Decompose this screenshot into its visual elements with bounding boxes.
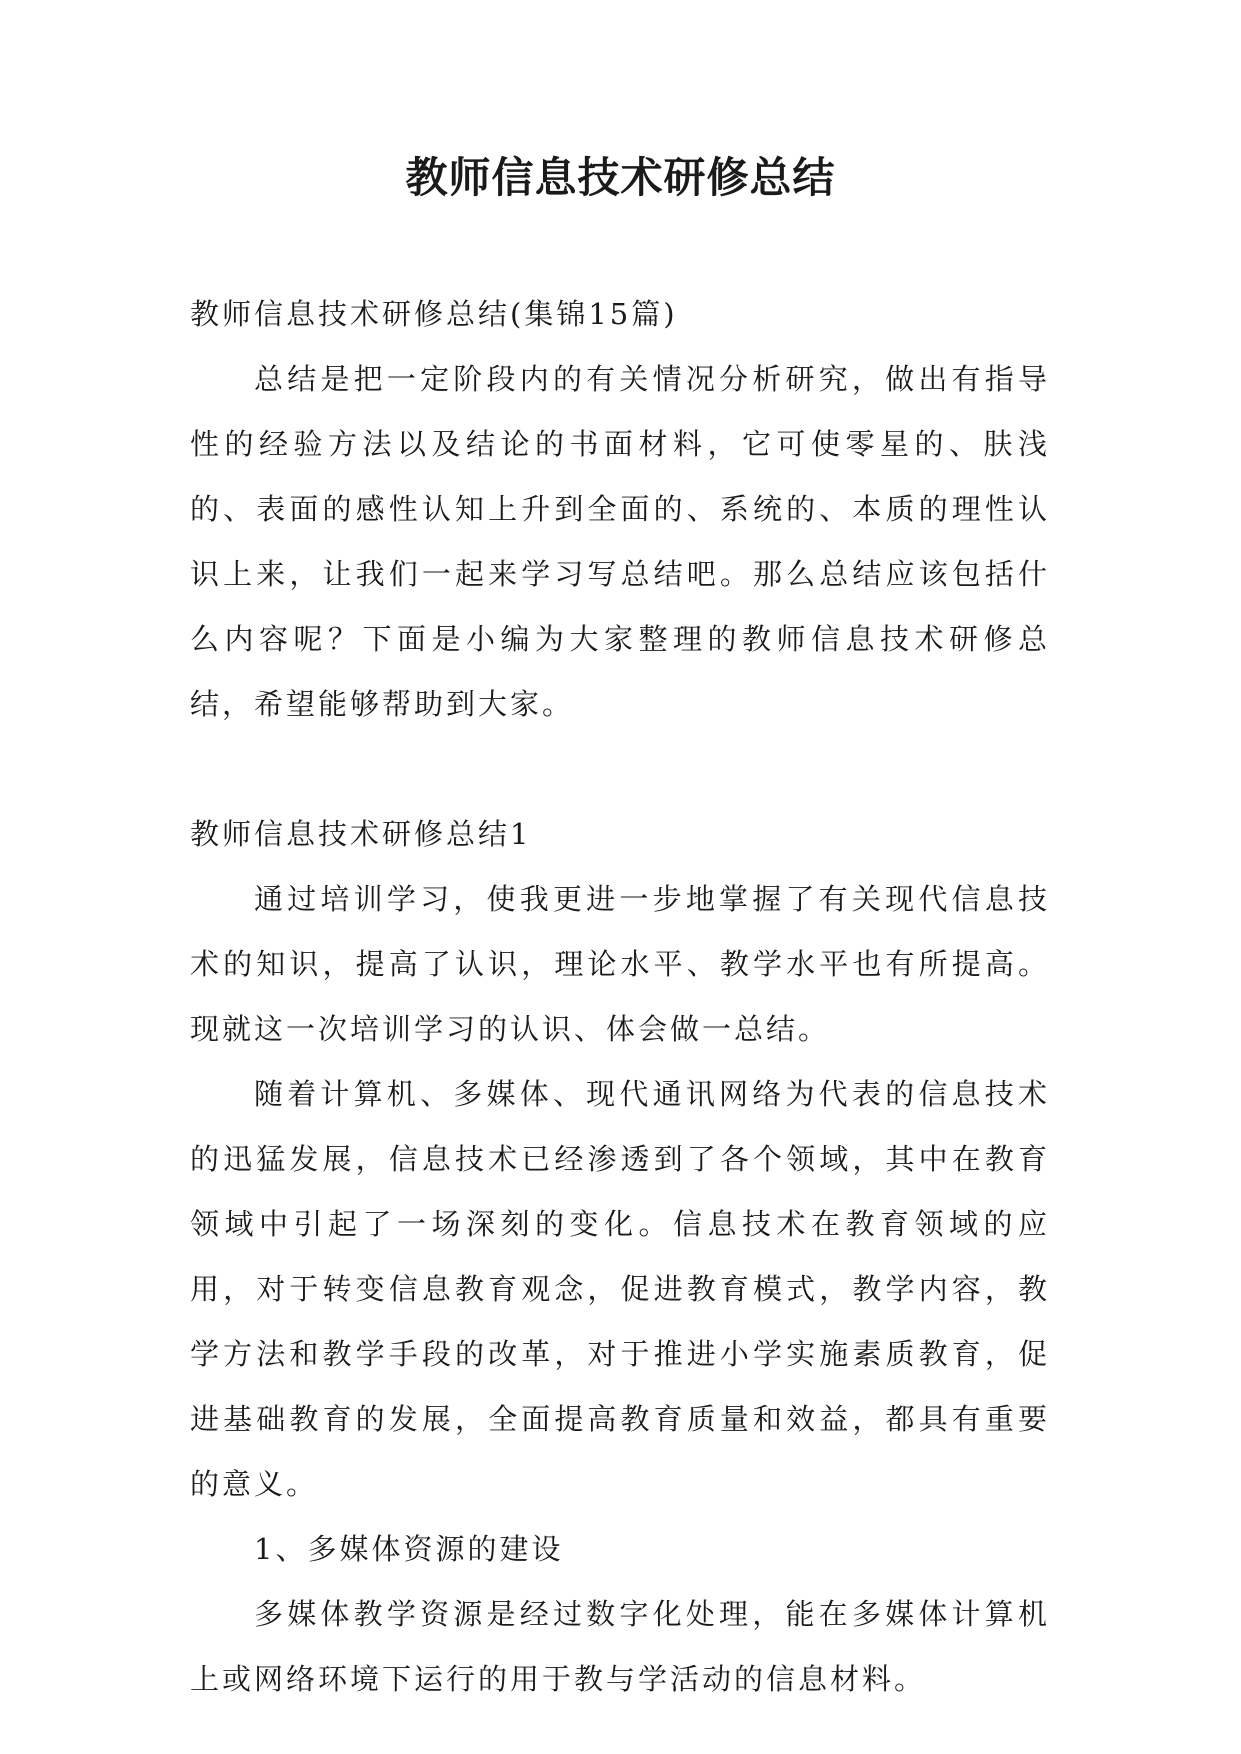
document-body	[190, 282, 1050, 1712]
body-paragraph: 多媒体教学资源是经过数字化处理，能在多媒体计算机上或网络环境下运行的用于教与学活动的信息材料。	[190, 1597, 1050, 1696]
section-heading: 教师信息技术研修总结1	[190, 817, 532, 851]
subsection-heading: 1、多媒体资源的建设	[254, 1532, 564, 1566]
body-paragraph: 通过培训学习，使我更进一步地掌握了有关现代信息技术的知识，提高了认识，理论水平、教学水平也有所提高。现就这一次培训学习的认识、体会做一总结。	[190, 882, 1050, 1046]
document-subtitle: 教师信息技术研修总结(集锦15篇)	[190, 297, 678, 331]
section-spacer	[190, 737, 1050, 802]
body-paragraph: 随着计算机、多媒体、现代通讯网络为代表的信息技术的迅猛发展，信息技术已经渗透到了各个领域，其中在教育领域中引起了一场深刻的变化。信息技术在教育领域的应用，对于转变信息教育观念，促进教育模式，教学内容，教学方法和教学手段的改革，对于推进小学实施素质教育，促进基础教育的发展，全面提高教育质量和效益，都具有重要的意义。	[190, 1077, 1050, 1501]
document-title: 教师信息技术研修总结	[405, 153, 836, 202]
intro-paragraph: 总结是把一定阶段内的有关情况分析研究，做出有指导性的经验方法以及结论的书面材料，它可使零星的、肤浅的、表面的感性认知上升到全面的、系统的、本质的理性认识上来，让我们一起来学习写总结吧。那么总结应该包括什么内容呢？下面是小编为大家整理的教师信息技术研修总结，希望能够帮助到大家。	[190, 362, 1050, 721]
